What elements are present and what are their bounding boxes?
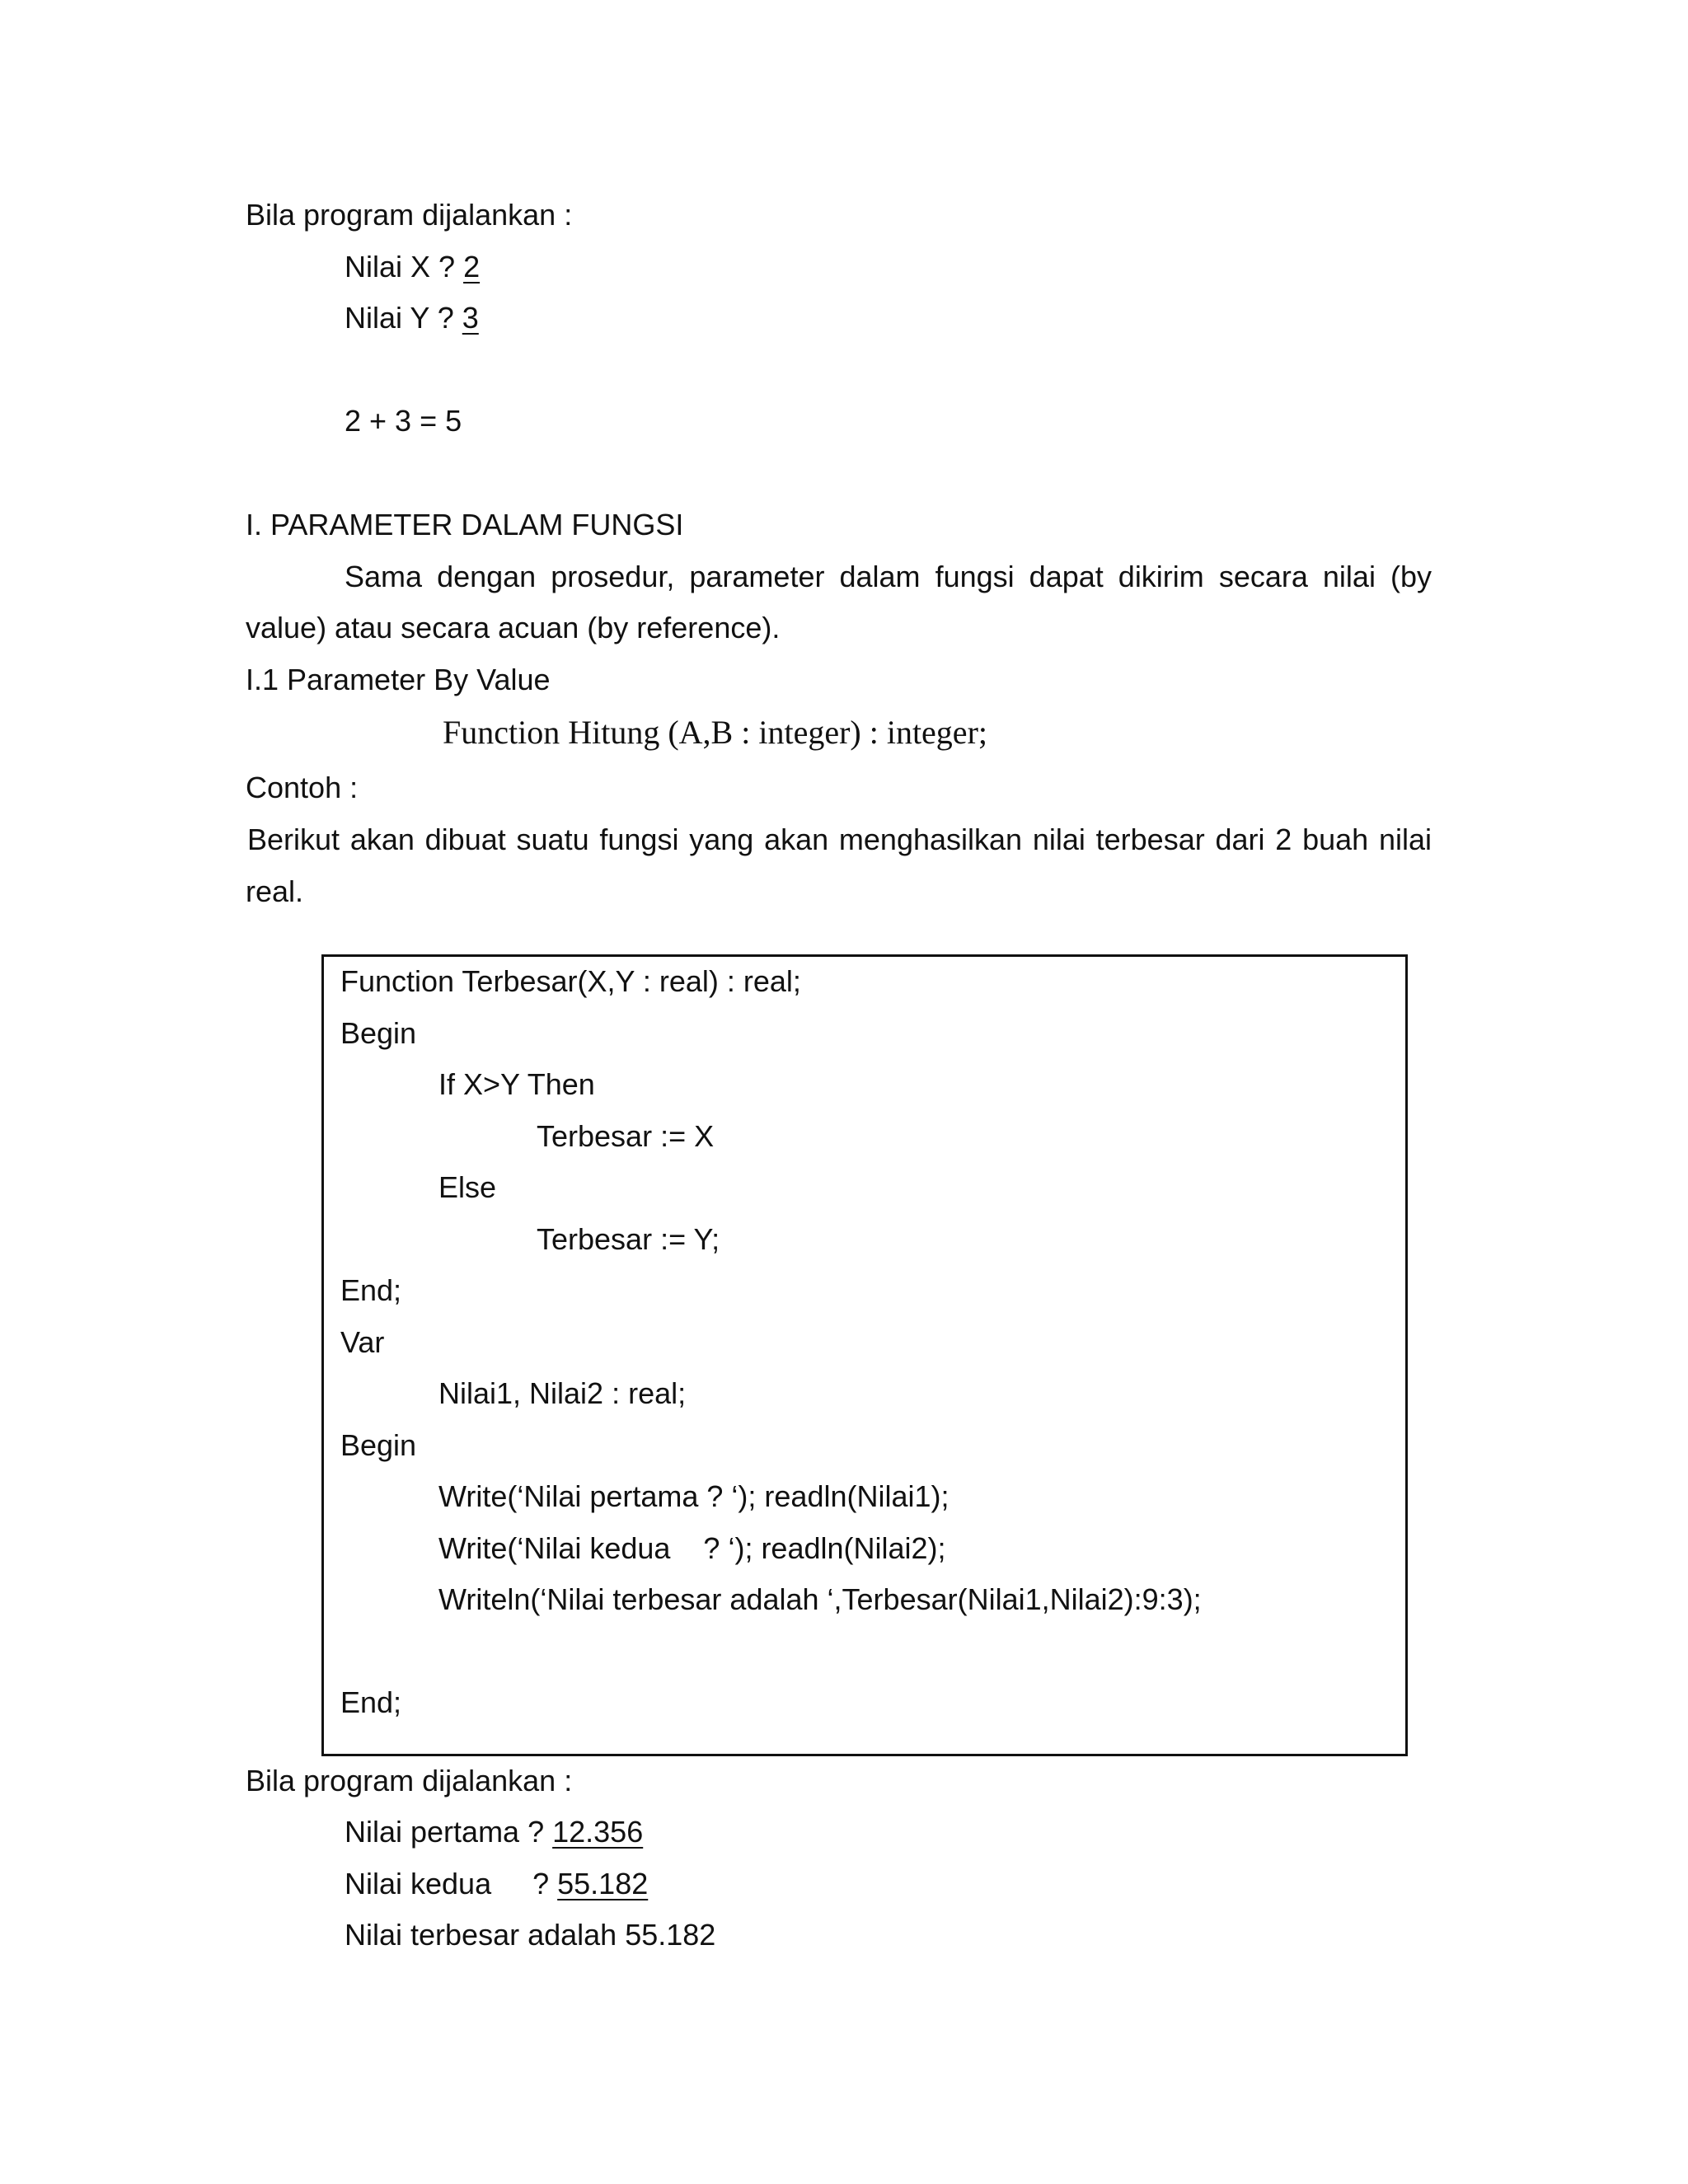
- y-input-value: 3: [462, 301, 479, 335]
- code-line: Nilai1, Nilai2 : real;: [438, 1376, 687, 1410]
- code-line: Terbesar := Y;: [537, 1222, 720, 1256]
- first-input-value: 12.356: [552, 1815, 644, 1849]
- code-line: Begin: [340, 1428, 417, 1462]
- first-prompt: Nilai pertama ?: [345, 1815, 553, 1849]
- run-heading: Bila program dijalankan :: [246, 1764, 573, 1797]
- run-line-y: [345, 302, 479, 335]
- y-prompt: Nilai Y ?: [345, 301, 462, 335]
- code-line: Function Terbesar(X,Y : real) : real;: [340, 964, 801, 998]
- section-title: I. PARAMETER DALAM FUNGSI: [246, 508, 684, 541]
- code-line: Writeln(‘Nilai terbesar adalah ‘,Terbesar(Nilai1,Nilai2):9:3);: [438, 1582, 1202, 1616]
- description-line2: real.: [246, 874, 304, 908]
- second-input-value: 55.182: [557, 1867, 649, 1900]
- code-line: Terbesar := X: [537, 1119, 715, 1153]
- second-prompt: Nilai kedua ?: [345, 1867, 558, 1900]
- code-line: End;: [340, 1685, 402, 1719]
- function-signature: Function Hitung (A,B : integer) : integer;: [443, 714, 987, 751]
- section-paragraph-line2: value) atau secara acuan (by reference).: [246, 611, 781, 644]
- x-input-value: 2: [463, 250, 481, 284]
- code-line: Write(‘Nilai pertama ? ‘); readln(Nilai1);: [438, 1479, 950, 1513]
- code-line: End;: [340, 1273, 402, 1307]
- code-line: Write(‘Nilai kedua ? ‘); readln(Nilai2);: [438, 1531, 946, 1565]
- run-result: Nilai terbesar adalah 55.182: [345, 1918, 716, 1952]
- section-paragraph-line1: Sama dengan prosedur, parameter dalam fungsi dapat dikirim secara nilai (by: [345, 560, 1432, 593]
- run-heading: Bila program dijalankan :: [246, 198, 573, 232]
- contoh-label: Contoh :: [246, 771, 359, 804]
- run-line-second: [345, 1868, 648, 1900]
- run-result: 2 + 3 = 5: [345, 404, 462, 438]
- run-line-x: [345, 251, 480, 284]
- x-prompt: Nilai X ?: [345, 250, 464, 284]
- code-line: Else: [438, 1170, 497, 1204]
- subsection-title: I.1 Parameter By Value: [246, 663, 551, 696]
- run-line-first: [345, 1816, 643, 1849]
- code-line: Var: [340, 1325, 385, 1359]
- code-line: If X>Y Then: [438, 1067, 595, 1101]
- code-line: Begin: [340, 1016, 417, 1050]
- description-line1: Berikut akan dibuat suatu fungsi yang akan menghasilkan nilai terbesar dari 2 buah nilai: [247, 823, 1432, 856]
